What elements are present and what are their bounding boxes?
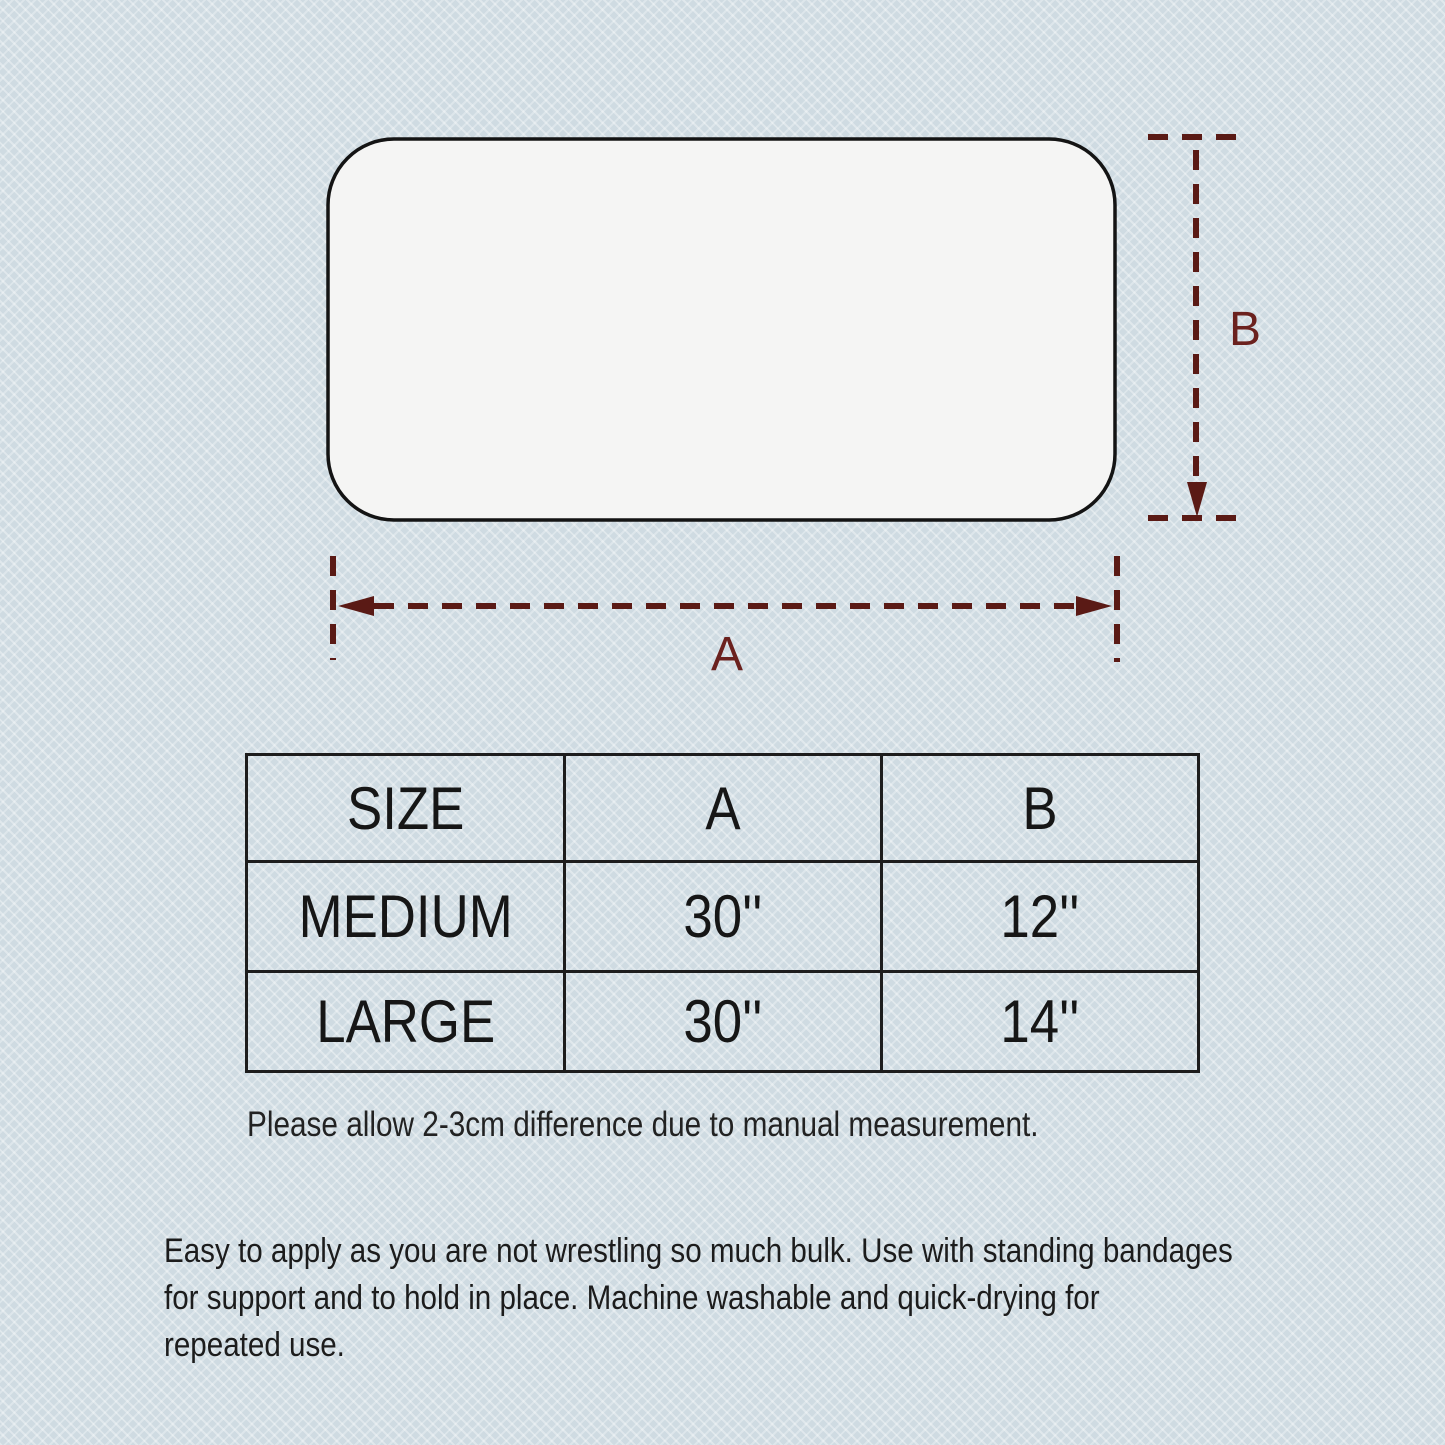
description-line: Easy to apply as you are not wrestling so much bulk. Use with standing bandages xyxy=(164,1232,1233,1270)
table-cell-medium-size xyxy=(248,863,566,973)
table-header-b-label: B xyxy=(1022,774,1058,842)
table-header-a-label: A xyxy=(705,774,741,842)
table-cell-medium-b xyxy=(883,863,1197,973)
table-cell-label: 12'' xyxy=(1000,883,1080,950)
width-dimension-label: A xyxy=(710,628,744,681)
product-shape xyxy=(328,139,1115,520)
table-header-a xyxy=(566,756,883,863)
table-header-size xyxy=(248,756,566,863)
table-cell-large-a xyxy=(566,973,883,1070)
b-arrow-down-icon xyxy=(1187,482,1207,517)
table-header-b xyxy=(883,756,1197,863)
table-header-size-label: SIZE xyxy=(346,774,465,842)
table-cell-label: 14'' xyxy=(1000,988,1080,1055)
table-cell-large-size xyxy=(248,973,566,1070)
table-cell-label: 30'' xyxy=(683,988,763,1055)
description-line: for support and to hold in place. Machine washable and quick-drying for xyxy=(164,1279,1100,1317)
table-cell-label: MEDIUM xyxy=(298,883,513,950)
description-line: repeated use. xyxy=(164,1326,345,1364)
a-arrow-left-icon xyxy=(338,596,374,616)
height-dimension-label: B xyxy=(1228,303,1262,356)
measurement-note: Please allow 2-3cm difference due to manual measurement. xyxy=(247,1105,1039,1144)
dimension-diagram xyxy=(0,0,1445,720)
table-cell-label: LARGE xyxy=(315,988,495,1055)
table-cell-large-b xyxy=(883,973,1197,1070)
table-cell-label: 30'' xyxy=(683,883,763,950)
a-arrow-right-icon xyxy=(1076,596,1112,616)
size-table xyxy=(245,753,1200,1073)
product-description xyxy=(164,1228,1233,1369)
table-cell-medium-a xyxy=(566,863,883,973)
